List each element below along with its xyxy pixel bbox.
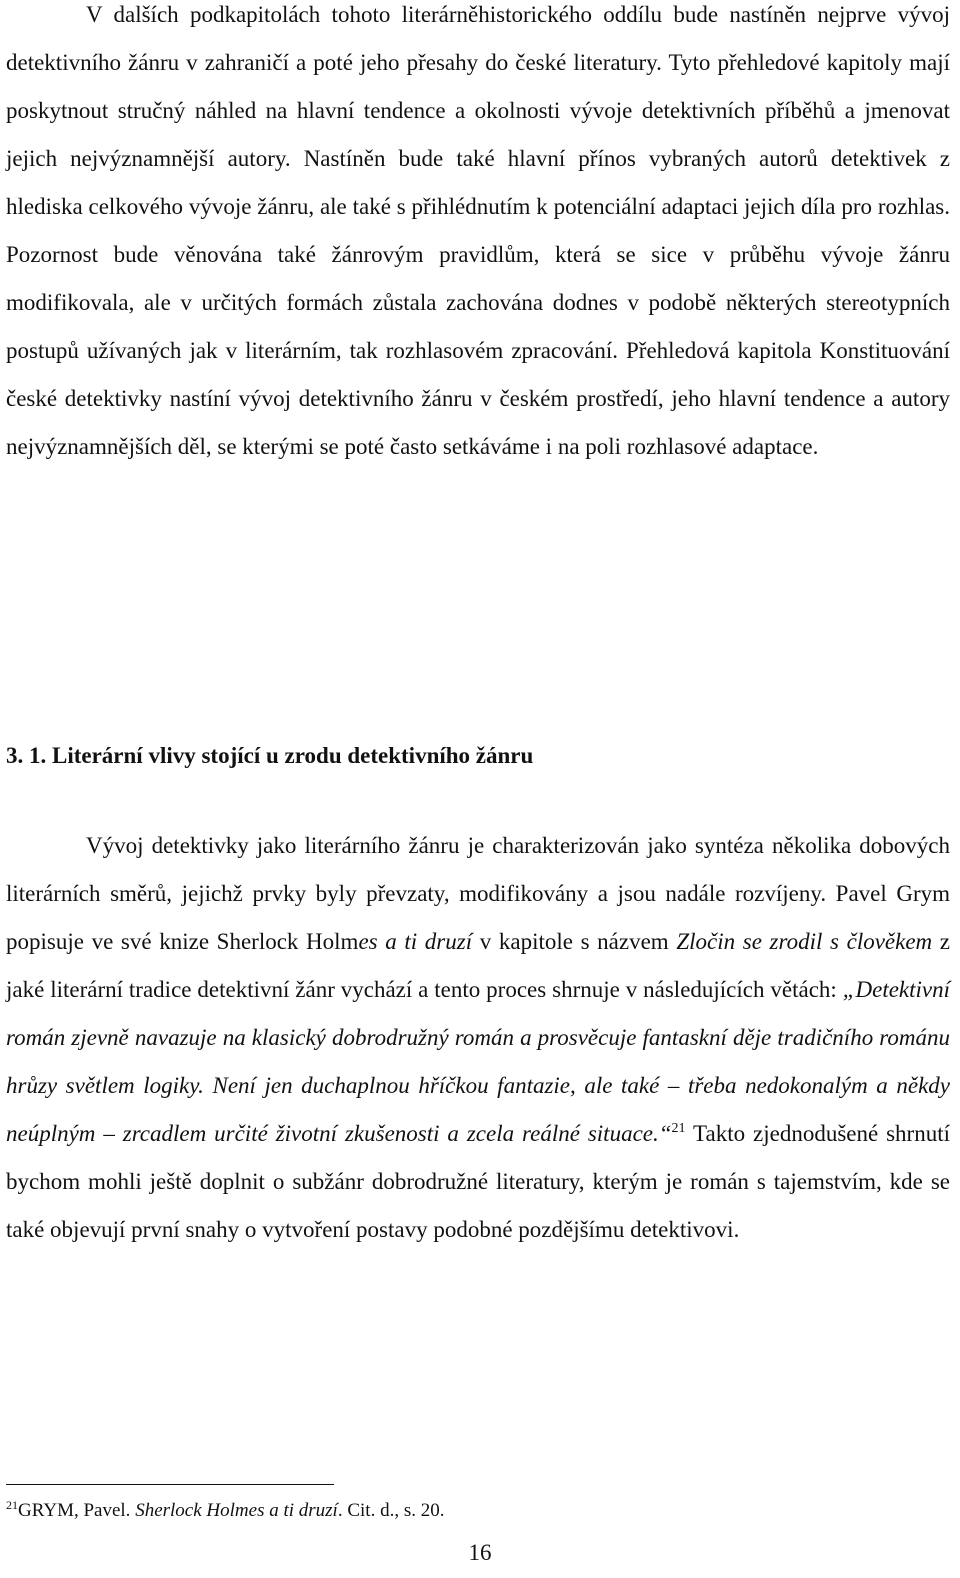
section-heading	[6, 738, 533, 774]
footnote-title: Sherlock Holmes a ti druzí	[135, 1500, 338, 1521]
paragraph-text: z jaké literární tradice detektivní žánr vychází a tento proces shrnuje v následujících větách:	[6, 929, 951, 1002]
book-title: es a ti druzí	[358, 929, 473, 954]
footnote-author: GRYM, Pavel.	[18, 1500, 136, 1521]
footnote	[6, 1498, 444, 1524]
footnote-citation: . Cit. d., s. 20.	[337, 1500, 445, 1521]
quotation: „Detektivní román zjevně navazuje na klasický dobrodružný román a prosvěcuje fantaskní děje tradičního románu hrůzy světlem logiky. Není jen duchaplnou hříčkou fantazie, ale také – třeba nedokonalým a někdy neúplným – zrcadlem určité životní zkušenosti a zcela reálné situace.“	[6, 977, 950, 1146]
footnote-separator	[6, 1484, 334, 1485]
paragraph-text: Vývoj detektivky jako literárního žánru je charakterizován jako syntéza několika dobových literárních směrů, jejichž prvky byly převzaty, modifikovány a jsou nadále rozvíjeny. Pavel Grym popisuje ve své knize Sherlock Holm	[6, 833, 950, 954]
body-paragraph: V dalších podkapitolách tohoto literárněhistorického oddílu bude nastíněn nejprve vývoj detektivního žánru v zahraničí a poté jeho přesahy do české literatury. Tyto přehledové kapitoly mají poskytnout stručný náhled na hlavní tendence a okolnosti vývoje detektivních příběhů a jmenovat jejich nejvýznamnější autory. Nastíněn bude také hlavní přínos vybraných autorů detektivek z hlediska celkového vývoje žánru, ale také s přihlédnutím k potenciální adaptaci jejich díla pro rozhlas. Pozornost bude věnována také žánrovým pravidlům, která se sice v průběhu vývoje žánru modifikovala, ale v určitých formách zůstala zachována dodnes v podobě některých stereotypních postupů užívaných jak v literárním, tak rozhlasovém zpracování. Přehledová kapitola Konstituování české detektivky nastíní vývoj detektivního žánru v českém prostředí, jeho hlavní tendence a autory nejvýznamnějších děl, se kterými se poté často setkáváme i na poli rozhlasové adaptace.	[6, 2, 950, 459]
footnote-reference[interactable]: 21	[671, 1121, 686, 1136]
paragraph-text: v kapitole s názvem	[472, 929, 677, 954]
chapter-title: Zločin se zrodil s člověkem	[676, 929, 933, 954]
paragraph-text: Takto zjednodušené shrnutí bychom mohli ještě doplnit o subžánr dobrodružné literatury, kterým je román s tajemstvím, kde se také objevují první snahy o vytvoření postavy podobné pozdějšímu detektivovi.	[6, 1121, 950, 1242]
section-number: 3. 1.	[6, 743, 47, 768]
body-paragraph	[6, 822, 950, 1254]
page-number: 16	[468, 1540, 492, 1565]
section-title: Literární vlivy stojící u zrodu detektivního žánru	[52, 743, 534, 768]
footnote-number: 21	[6, 1498, 18, 1512]
